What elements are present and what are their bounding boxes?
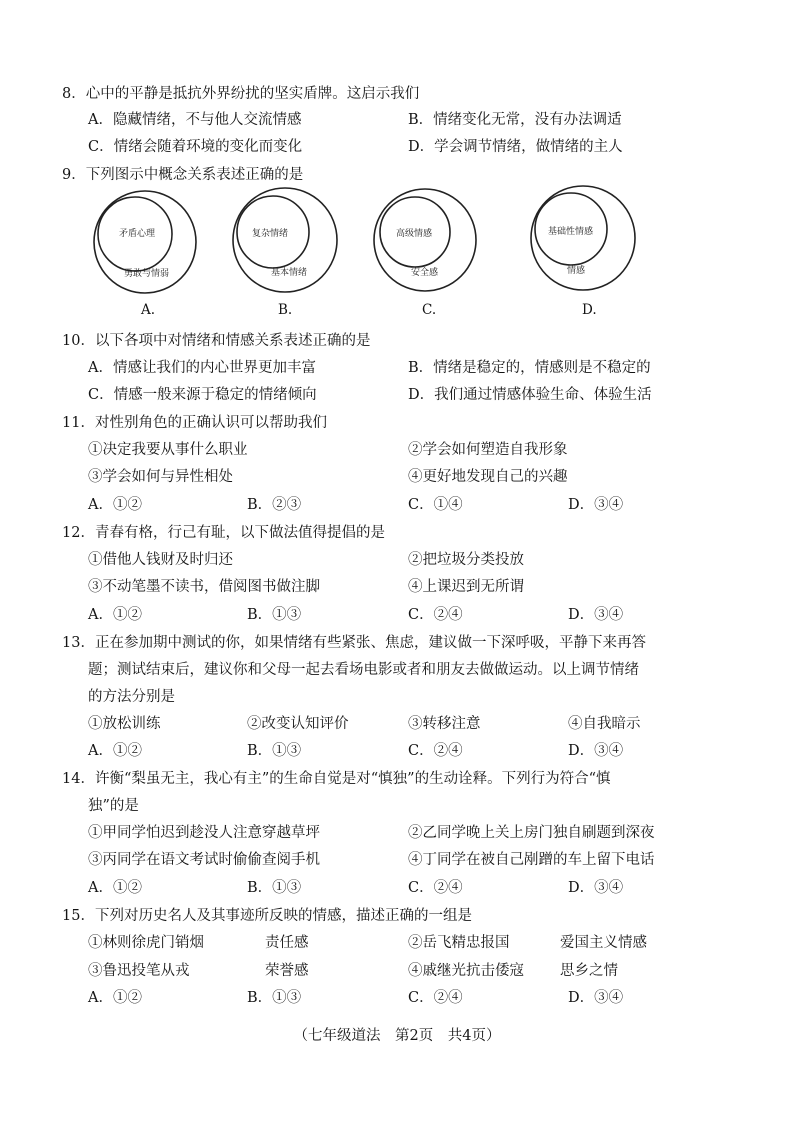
q13-stem-line-2: 题；测试结束后，建议你和父母一起去看场电影或者和朋友去做做运动。以上调节情绪 bbox=[88, 662, 639, 678]
q12-stem: 12．青春有格，行己有耻，以下做法值得提倡的是 bbox=[62, 525, 385, 541]
diagram-a-outer-label: 勇敢与情弱 bbox=[124, 269, 170, 279]
diagram-c-inner-label: 高级情感 bbox=[396, 229, 433, 239]
q12-choice-d: D．③④ bbox=[568, 607, 624, 623]
q12-choice-c: C．②④ bbox=[408, 607, 463, 623]
q12-choice-b: B．①③ bbox=[247, 607, 302, 623]
q14-item-3: ③丙同学在语文考试时偷偷查阅手机 bbox=[88, 852, 320, 868]
q14-stem-line-2: 独”的是 bbox=[88, 798, 139, 814]
q15-choice-d: D．③④ bbox=[568, 990, 624, 1006]
q10-option-d: D．我们通过情感体验生命、体验生活 bbox=[408, 387, 652, 403]
q10-option-a: A．情感让我们的内心世界更加丰富 bbox=[88, 360, 316, 376]
diagram-c-outer-label: 安全感 bbox=[411, 268, 439, 278]
q14-choice-c: C．②④ bbox=[408, 880, 463, 896]
q11-item-2: ②学会如何塑造自我形象 bbox=[408, 442, 568, 458]
q15-item-2-event: ②岳飞精忠报国 bbox=[408, 935, 510, 951]
q9-concept-diagrams bbox=[0, 0, 794, 330]
q8-option-b: B．情绪变化无常，没有办法调适 bbox=[408, 112, 622, 128]
q13-choice-c: C．②④ bbox=[408, 743, 463, 759]
q14-item-4: ④丁同学在被自己剐蹭的车上留下电话 bbox=[408, 852, 655, 868]
q15-stem: 15．下列对历史名人及其事迹所反映的情感，描述正确的一组是 bbox=[62, 908, 472, 924]
q10-option-c: C．情感一般来源于稳定的情绪倾向 bbox=[88, 387, 317, 403]
q11-choice-c: C．①④ bbox=[408, 497, 463, 513]
q12-item-4: ④上课迟到无所谓 bbox=[408, 579, 524, 595]
diagram-b bbox=[233, 188, 337, 292]
q13-choice-a: A．①② bbox=[88, 743, 142, 759]
q13-item-3: ③转移注意 bbox=[408, 716, 481, 732]
q11-stem: 11．对性别角色的正确认识可以帮助我们 bbox=[62, 415, 327, 431]
q8-option-a: A．隐藏情绪，不与他人交流情感 bbox=[88, 112, 302, 128]
q11-choice-b: B．②③ bbox=[247, 497, 302, 513]
q14-choice-d: D．③④ bbox=[568, 880, 624, 896]
q14-item-2: ②乙同学晚上关上房门独自刷题到深夜 bbox=[408, 825, 655, 841]
q15-choice-c: C．②④ bbox=[408, 990, 463, 1006]
q10-stem: 10．以下各项中对情绪和情感关系表述正确的是 bbox=[62, 333, 371, 349]
q13-item-4: ④自我暗示 bbox=[568, 716, 641, 732]
page-footer: （七年级道法 第2页 共4页） bbox=[293, 1028, 501, 1044]
q14-choice-b: B．①③ bbox=[247, 880, 302, 896]
q15-item-3-emotion: 荣誉感 bbox=[265, 963, 309, 979]
q14-item-1: ①甲同学怕迟到趁没人注意穿越草坪 bbox=[88, 825, 320, 841]
diagram-c-letter: C. bbox=[422, 302, 437, 318]
diagram-b-outer-label: 基本情绪 bbox=[271, 268, 308, 278]
q15-item-3-event: ③鲁迅投笔从戎 bbox=[88, 963, 190, 979]
q11-item-4: ④更好地发现自己的兴趣 bbox=[408, 469, 568, 485]
q11-choice-d: D．③④ bbox=[568, 497, 624, 513]
diagram-b-letter: B. bbox=[278, 302, 293, 318]
diagram-c bbox=[374, 189, 476, 291]
q13-stem-line-1: 13．正在参加期中测试的你，如果情绪有些紧张、焦虑，建议做一下深呼吸，平静下来再答 bbox=[62, 635, 646, 651]
q8-option-c: C．情绪会随着环境的变化而变化 bbox=[88, 139, 303, 155]
q15-item-1-emotion: 责任感 bbox=[265, 935, 309, 951]
q13-choice-d: D．③④ bbox=[568, 743, 624, 759]
q15-item-4-emotion: 思乡之情 bbox=[560, 963, 618, 979]
diagram-d-letter: D. bbox=[582, 302, 597, 318]
q15-item-1-event: ①林则徐虎门销烟 bbox=[88, 935, 204, 951]
diagram-a-inner-label: 矛盾心理 bbox=[119, 229, 156, 239]
q9-stem: 9．下列图示中概念关系表述正确的是 bbox=[62, 167, 304, 183]
q13-choice-b: B．①③ bbox=[247, 743, 302, 759]
q12-item-3: ③不动笔墨不读书，借阅图书做注脚 bbox=[88, 579, 320, 595]
q15-item-2-emotion: 爱国主义情感 bbox=[560, 935, 647, 951]
q15-choice-a: A．①② bbox=[88, 990, 142, 1006]
q14-stem-line-1: 14．许衡“梨虽无主，我心有主”的生命自觉是对“慎独”的生动诠释。下列行为符合“慎 bbox=[62, 771, 611, 787]
q11-item-3: ③学会如何与异性相处 bbox=[88, 469, 233, 485]
q13-item-1: ①放松训练 bbox=[88, 716, 161, 732]
q13-item-2: ②改变认知评价 bbox=[247, 716, 349, 732]
diagram-b-inner-label: 复杂情绪 bbox=[252, 229, 289, 239]
q11-choice-a: A．①② bbox=[88, 497, 142, 513]
q15-choice-b: B．①③ bbox=[247, 990, 302, 1006]
q8-option-d: D．学会调节情绪，做情绪的主人 bbox=[408, 139, 623, 155]
q14-choice-a: A．①② bbox=[88, 880, 142, 896]
q11-item-1: ①决定我要从事什么职业 bbox=[88, 442, 248, 458]
diagram-d-outer-label: 情感 bbox=[567, 266, 586, 276]
q10-option-b: B．情绪是稳定的，情感则是不稳定的 bbox=[408, 360, 651, 376]
q12-item-1: ①借他人钱财及时归还 bbox=[88, 552, 233, 568]
diagram-d-inner-label: 基础性情感 bbox=[548, 227, 594, 237]
diagram-a bbox=[94, 191, 196, 293]
diagram-a-letter: A. bbox=[141, 302, 156, 318]
q12-item-2: ②把垃圾分类投放 bbox=[408, 552, 524, 568]
diagram-d bbox=[531, 186, 635, 290]
q12-choice-a: A．①② bbox=[88, 607, 142, 623]
q13-stem-line-3: 的方法分别是 bbox=[88, 689, 175, 705]
q8-stem: 8．心中的平静是抵抗外界纷扰的坚实盾牌。这启示我们 bbox=[62, 86, 420, 102]
q15-item-4-event: ④戚继光抗击倭寇 bbox=[408, 963, 524, 979]
